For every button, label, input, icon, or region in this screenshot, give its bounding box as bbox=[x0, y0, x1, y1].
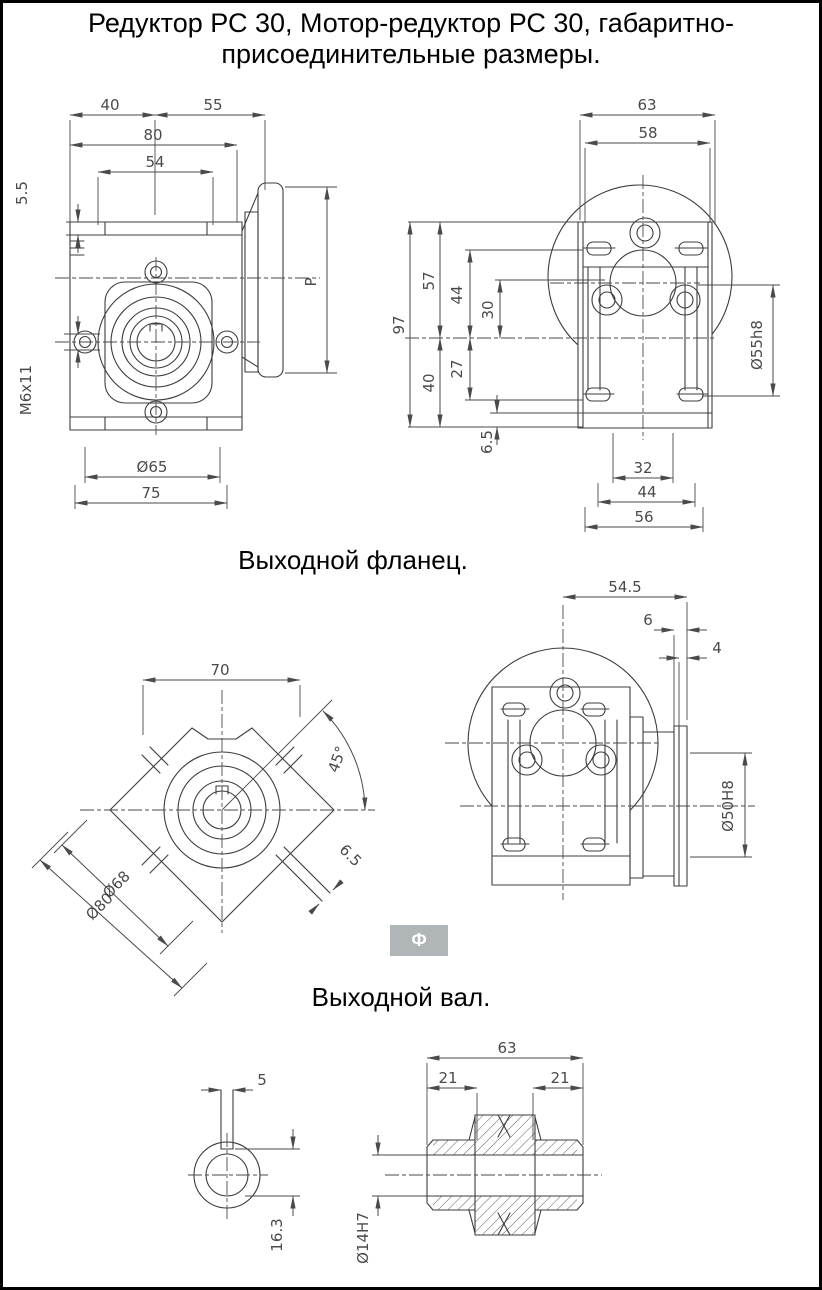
dim-o65: Ø65 bbox=[136, 458, 168, 476]
dim-key-5: 5 bbox=[257, 1071, 267, 1089]
front-view-drawing bbox=[10, 95, 350, 515]
dim-21-left: 21 bbox=[438, 1069, 458, 1087]
dim-56: 56 bbox=[634, 508, 654, 526]
dim-97: 97 bbox=[390, 315, 408, 335]
shaft-section-title: Выходной вал. bbox=[311, 982, 491, 1012]
dim-32: 32 bbox=[633, 459, 653, 477]
shaft-section-drawing bbox=[354, 1039, 620, 1275]
dim-o68: Ø68 bbox=[99, 867, 134, 902]
shaft-end-dimensions bbox=[201, 1071, 300, 1252]
flange-front-body bbox=[80, 690, 375, 933]
dim-o50h8: Ø50H8 bbox=[719, 780, 737, 832]
phi-badge-label: Ф bbox=[411, 930, 427, 950]
dim-40: 40 bbox=[100, 96, 120, 114]
shaft-section-body bbox=[385, 1115, 602, 1235]
dim-40b: 40 bbox=[420, 373, 438, 393]
page-title-line1: Редуктор РС 30, Мотор-редуктор РС 30, габаритно- bbox=[88, 8, 734, 38]
dim-o80: Ø80 bbox=[82, 889, 117, 924]
dim-58: 58 bbox=[638, 124, 658, 142]
flange-side-body bbox=[445, 605, 755, 900]
dim-54-5: 54.5 bbox=[608, 578, 642, 596]
dim-21-right: 21 bbox=[550, 1069, 570, 1087]
dim-6: 6 bbox=[643, 611, 653, 629]
page-title bbox=[0, 8, 822, 70]
dim-4: 4 bbox=[712, 639, 722, 657]
dim-30: 30 bbox=[479, 300, 497, 320]
dim-44: 44 bbox=[448, 285, 466, 305]
side-view-drawing bbox=[390, 95, 790, 545]
flange-front-drawing bbox=[20, 655, 390, 1000]
dim-57: 57 bbox=[420, 271, 438, 291]
dim-slot-6-5: 6.5 bbox=[335, 840, 366, 871]
page-title-line2: присоединительные размеры. bbox=[221, 39, 601, 69]
dim-p: P bbox=[302, 277, 320, 287]
dim-54: 54 bbox=[145, 153, 165, 171]
dim-80: 80 bbox=[143, 126, 163, 144]
flange-section-title: Выходной фланец. bbox=[238, 545, 468, 575]
dim-63: 63 bbox=[637, 96, 657, 114]
dim-o55h8: Ø55h8 bbox=[748, 320, 766, 370]
phi-badge bbox=[390, 925, 448, 956]
dim-m6x11: M6x11 bbox=[17, 364, 35, 416]
dim-44b: 44 bbox=[637, 483, 657, 501]
dim-len-63: 63 bbox=[497, 1039, 517, 1057]
shaft-end-drawing bbox=[150, 1045, 330, 1275]
dim-70: 70 bbox=[210, 661, 230, 679]
dim-27: 27 bbox=[448, 359, 466, 379]
dim-45deg: 45° bbox=[324, 743, 351, 775]
dim-6-5: 6.5 bbox=[478, 430, 496, 454]
flange-side-drawing bbox=[420, 580, 765, 910]
dim-o14h7: Ø14H7 bbox=[354, 1212, 372, 1264]
front-view-body bbox=[55, 183, 320, 435]
dim-16-3: 16.3 bbox=[268, 1218, 286, 1252]
shaft-end-body bbox=[188, 1090, 268, 1221]
dim-5-5: 5.5 bbox=[13, 181, 31, 205]
front-view-dimensions bbox=[13, 96, 337, 509]
dim-75: 75 bbox=[141, 484, 161, 502]
dim-55: 55 bbox=[203, 96, 223, 114]
